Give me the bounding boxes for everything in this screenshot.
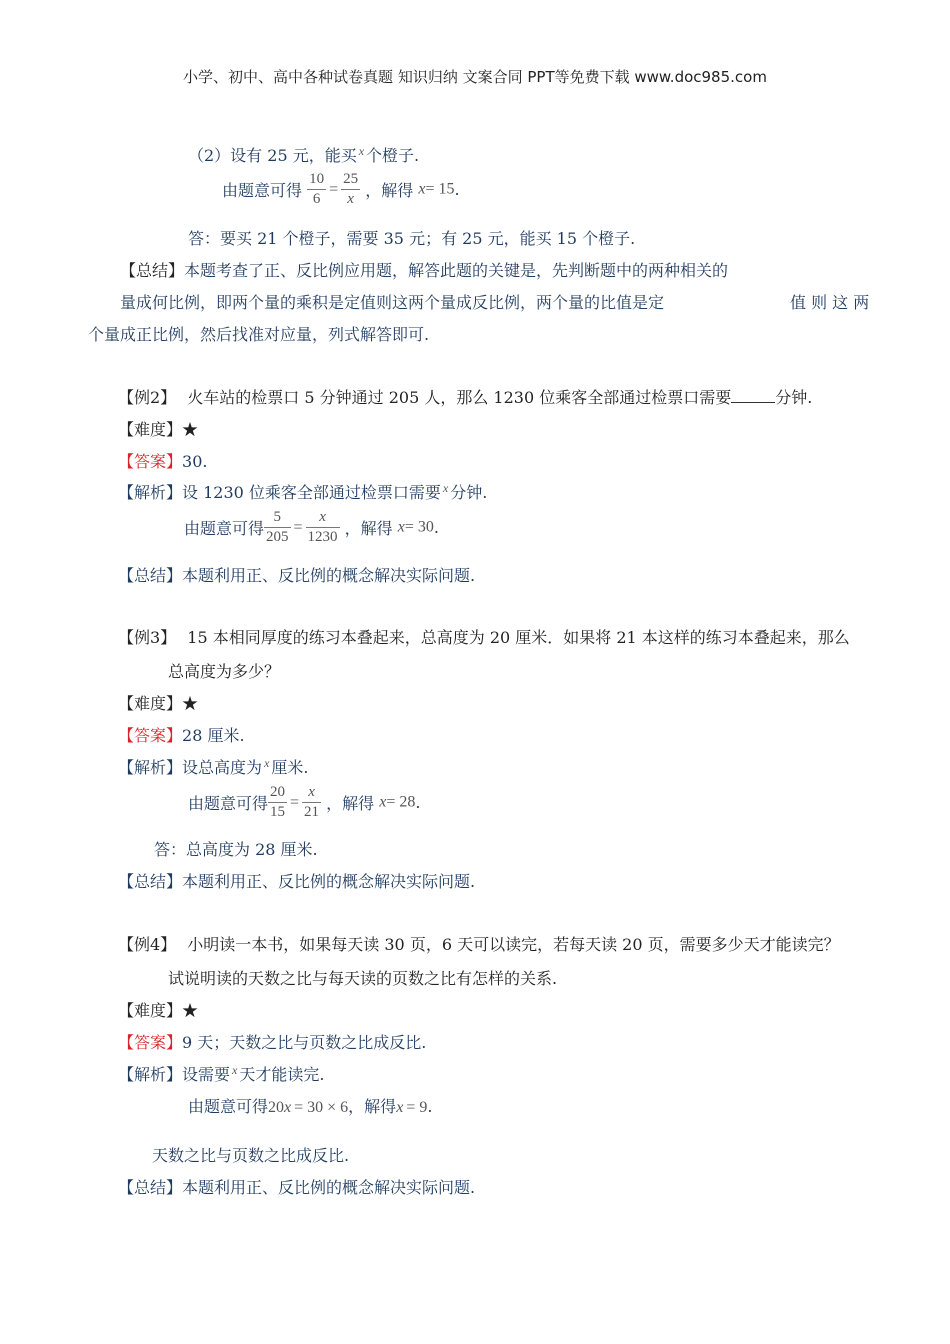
ex3-question-line2: 总高度为多少？ <box>168 662 281 681</box>
solution-value: = 30 <box>404 518 434 536</box>
denominator: 15 <box>270 804 286 820</box>
text: 由题意可得 <box>222 181 303 200</box>
ex4-solution <box>118 1062 324 1085</box>
summary-tag: 【总结】 <box>118 566 183 585</box>
variable-x: x <box>442 481 449 495</box>
ex4-conclusion: 天数之比与页数之比成反比. <box>152 1146 350 1165</box>
example-tag: 【例2】 <box>118 388 177 407</box>
answer-blank <box>731 388 775 403</box>
text: . <box>427 1097 433 1116</box>
solution-tag: 【解析】 <box>118 483 183 502</box>
solution-var: x <box>396 1099 404 1116</box>
ex3-difficulty <box>118 691 198 714</box>
part2-answer: 答：要买 21 个橙子，需要 35 元；有 25 元，能买 15 个橙子. <box>188 229 636 248</box>
ex4-answer <box>118 1030 426 1053</box>
solution-var: x <box>379 793 387 811</box>
ex3-summary <box>118 869 475 892</box>
solution-var: x <box>397 518 405 536</box>
ex2-solution <box>118 480 487 503</box>
equation-var: x <box>284 1099 292 1116</box>
summary-tag: 【总结】 <box>118 872 183 891</box>
summary-text: 本题利用正、反比例的概念解决实际问题. <box>182 1178 476 1197</box>
difficulty-tag: 【难度】 <box>118 694 183 713</box>
equals-sign: = <box>293 518 303 536</box>
answer-tag: 【答案】 <box>118 452 183 471</box>
part2-equation-line <box>222 170 460 209</box>
equation-rhs: = 30 × 6 <box>294 1099 349 1116</box>
solution-value: = 9 <box>406 1099 428 1116</box>
difficulty-tag: 【难度】 <box>118 1001 183 1020</box>
variable-x: x <box>232 1063 238 1077</box>
numerator: 5 <box>273 509 282 525</box>
text: 个橙子. <box>366 146 420 165</box>
summary1-line3: 个量成正比例，然后找准对应量，列式解答即可. <box>88 325 430 344</box>
text: . <box>433 518 439 537</box>
ex3-final-answer: 答：总高度为 28 厘米. <box>154 840 318 859</box>
solution-var: x <box>418 180 426 198</box>
solution-tag: 【解析】 <box>118 1065 183 1084</box>
text: 小明读一本书，如果每天读 30 页，6 天可以读完，若每天读 20 页，需要多少天才能读完？ <box>187 935 840 954</box>
text: 由题意可得 <box>188 1097 269 1116</box>
ex4-question-line2: 试说明读的天数之比与每天读的页数之比有怎样的关系. <box>168 969 558 988</box>
text: 由题意可得 <box>188 794 269 813</box>
fraction <box>264 508 291 547</box>
text: 分钟. <box>450 483 488 502</box>
numerator: 20 <box>270 784 286 800</box>
answer-text: 9 天；天数之比与页数之比成反比. <box>182 1033 427 1052</box>
star-icon: ★ <box>182 694 199 713</box>
summary-tag: 【总结】 <box>120 261 185 280</box>
text: 设需要 <box>182 1065 231 1084</box>
equals-sign: = <box>290 793 300 811</box>
text: ，解得 <box>365 181 414 200</box>
answer-tag: 【答案】 <box>118 1033 183 1052</box>
summary-text: 本题利用正、反比例的概念解决实际问题. <box>182 872 476 891</box>
numerator: x <box>319 509 326 525</box>
ex2-question <box>118 385 812 408</box>
denominator: 21 <box>304 804 320 820</box>
answer-tag: 【答案】 <box>118 726 183 745</box>
example-tag: 【例4】 <box>118 935 177 954</box>
text: 火车站的检票口 5 分钟通过 205 人，那么 1230 位乘客全部通过检票口需要 <box>187 388 732 407</box>
text: 本题考查了正、反比例应用题，解答此题的关键是，先判断题中的两种相关的 <box>184 261 729 280</box>
ex4-summary <box>118 1175 475 1198</box>
solution-value: = 28 <box>386 793 416 811</box>
denominator: 205 <box>266 529 289 545</box>
numerator: x <box>308 784 315 800</box>
text: （2）设有 25 元，能买 <box>188 146 357 165</box>
text: 天才能读完. <box>239 1065 325 1084</box>
ex3-answer <box>118 723 245 746</box>
summary-text: 本题利用正、反比例的概念解决实际问题. <box>182 566 476 585</box>
text: . <box>454 180 460 199</box>
denominator: 6 <box>307 189 326 209</box>
answer-text: 28 厘米. <box>182 726 245 745</box>
ex3-question-line1 <box>118 625 850 648</box>
ex4-equation-line <box>188 1094 432 1117</box>
text: 分钟. <box>775 388 813 407</box>
ex2-difficulty <box>118 417 198 440</box>
denominator: x <box>341 189 360 209</box>
summary1-line2a: 量成何比例，即两个量的乘积是定值则这两个量成反比例，两个量的比值是定 <box>120 293 665 312</box>
ex3-solution <box>118 755 308 778</box>
ex4-difficulty <box>118 998 198 1021</box>
ex3-equation-line <box>188 783 420 822</box>
summary-tag: 【总结】 <box>118 1178 183 1197</box>
summary1-line2b: 值 则 这 两 <box>790 293 870 312</box>
solution-tag: 【解析】 <box>118 758 183 777</box>
ex2-equation-line <box>184 508 439 547</box>
text: 厘米. <box>271 758 309 777</box>
numerator: 10 <box>309 171 325 187</box>
text: 设 1230 位乘客全部通过检票口需要 <box>182 483 441 502</box>
equation-lhs: 20 <box>268 1099 285 1116</box>
ex4-question-line1 <box>118 932 840 955</box>
solution-value: = 15 <box>425 180 455 198</box>
denominator: 1230 <box>307 529 338 545</box>
answer-text: 30. <box>182 452 208 471</box>
page-header: 小学、初中、高中各种试卷真题 知识归纳 文案合同 PPT等免费下载 www.doc985.com <box>183 68 767 86</box>
ex2-summary <box>118 563 475 586</box>
fraction <box>268 783 287 822</box>
numerator: 25 <box>343 171 359 187</box>
text: 15 本相同厚度的练习本叠起来，总高度为 20 厘米．如果将 21 本这样的练习本叠起来，那么 <box>187 628 850 647</box>
example-tag: 【例3】 <box>118 628 177 647</box>
fraction <box>306 508 340 547</box>
variable-x: x <box>358 144 365 158</box>
text: 由题意可得 <box>184 519 265 538</box>
text: 设总高度为 <box>182 758 263 777</box>
star-icon: ★ <box>182 1001 199 1020</box>
summary1-line1 <box>120 258 728 281</box>
fraction <box>302 783 321 822</box>
fraction <box>341 170 360 209</box>
part2-line1 <box>188 143 419 166</box>
text: ，解得 <box>326 794 375 813</box>
fraction <box>307 170 326 209</box>
text: ，解得 <box>348 1097 397 1116</box>
text: . <box>415 793 421 812</box>
ex2-answer <box>118 449 207 472</box>
star-icon: ★ <box>182 420 199 439</box>
difficulty-tag: 【难度】 <box>118 420 183 439</box>
variable-x: x <box>264 756 270 770</box>
equals-sign: = <box>329 180 339 198</box>
text: ，解得 <box>344 519 393 538</box>
